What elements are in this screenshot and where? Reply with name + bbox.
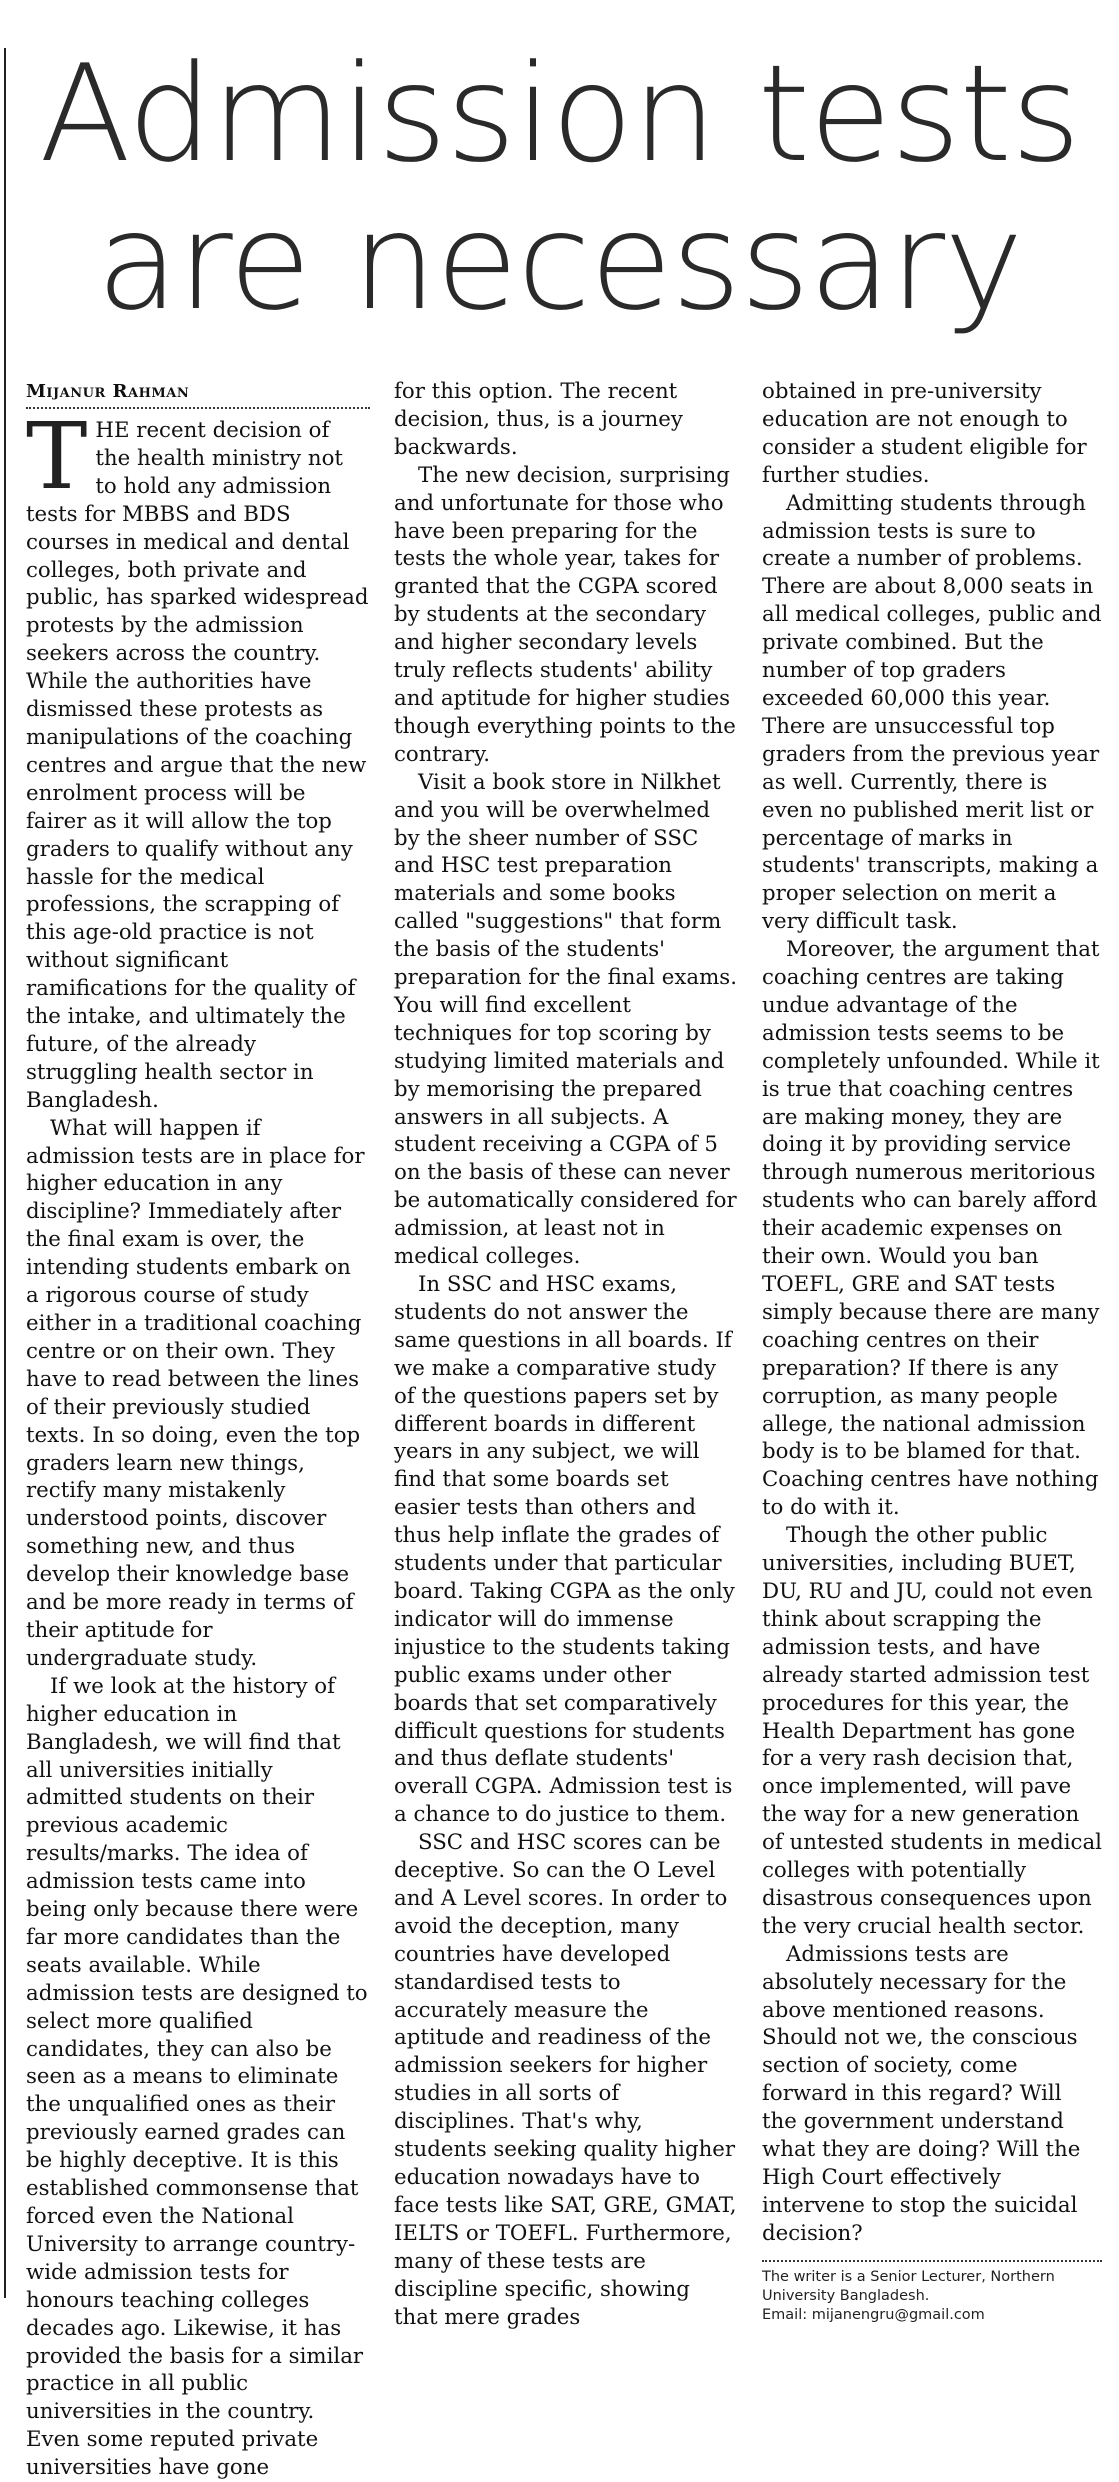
paragraph: Admitting students through admission tests is sure to create a number of problems. There are about 8,000 seats in all medical colleges, public and private combined. But the number of top graders exceeded 60,000 this year. There are unsuccessful top graders from the previous year as well. Currently, there is even no published merit list or percentage of marks in students' transcripts, making a proper selection on merit a very difficult task. xyxy=(762,490,1102,935)
paragraph: What will happen if admission tests are in place for higher education in any discipline? Immediately after the final exam is over, the intending students embark on a rigorous course of study either in a traditional coaching centre or on their own. They have to read between the lines of their previously studied texts. In so doing, even the top graders learn new things, rectify many mistakenly understood points, discover something new, and thus develop their knowledge base and be more ready in terms of their aptitude for undergraduate study. xyxy=(26,1115,365,1671)
drop-cap: T xyxy=(26,403,88,510)
article-column-1 xyxy=(26,380,370,2482)
headline-line-1: Admission tests xyxy=(39,36,1080,192)
paragraph: obtained in pre-university education are not enough to consider a student eligible for further studies. xyxy=(762,379,1087,488)
byline: Mijanur Rahman xyxy=(26,380,370,409)
lead-paragraph-text: recent decision of the health ministry not to hold any admission tests for MBBS and BDS courses in medical and dental colleges, both private and public, has sparked widespread protests by the admission seekers across the country. While the authorities have dismissed these protests as manipulations of the coaching centres and argue that the new enrolment process will be fairer as it will allow the top graders to qualify without any hassle for the medical professions, the scrapping of this age-old practice is not without significant ramifications for the quality of the intake, and ultimately the future, of the already struggling health sector in Bangladesh. xyxy=(26,418,369,1113)
lead-paragraph xyxy=(26,403,370,1115)
paragraph: The new decision, surprising and unfortunate for those who have been preparing for the tests the whole year, takes for granted that the CGPA scored by students at the secondary and higher secondary levels truly reflects students' ability and aptitude for higher studies though everything points to the contrary. xyxy=(394,462,736,767)
paragraph: Moreover, the argument that coaching centres are taking undue advantage of the admission tests seems to be completely unfounded. While it is true that coaching centres are making money, they are doing it by providing service through numerous meritorious students who can barely afford their academic expenses on their own. Would you ban TOEFL, GRE and SAT tests simply because there are many coaching centres on their preparation? If there is any corruption, as many people allege, the national admission body is to be blamed for that. Coaching centres have nothing to do with it. xyxy=(762,937,1100,1521)
paragraph: for this option. The recent decision, thus, is a journey backwards. xyxy=(394,379,683,460)
article-column-2 xyxy=(394,378,737,2331)
paragraph: In SSC and HSC exams, students do not answer the same questions in all boards. If we make a comparative study of the questions papers set by different boards in different years in any subject, we will find that some boards set easier tests than others and thus help inflate the grades of students under that particular board. Taking CGPA as the only indicator will do immense injustice to the students taking public exams under other boards that set comparatively difficult questions for students and thus deflate students' overall CGPA. Admission test is a chance to do justice to them. xyxy=(394,1272,735,1828)
paragraph: Visit a book store in Nilkhet and you will be overwhelmed by the sheer number of SSC and HSC test preparation materials and some books called "suggestions" that form the basis of the students' preparation for the final exams. You will find excellent techniques for top scoring by studying limited materials and by memorising the prepared answers in all subjects. A student receiving a CGPA of 5 on the basis of these can never be automatically considered for admission, at least not in medical colleges. xyxy=(394,769,738,1270)
author-note xyxy=(762,2260,1102,2325)
paragraph: SSC and HSC scores can be deceptive. So can the O Level and A Level scores. In order to avoid the deception, many countries have developed standardised tests to accurately measure the aptitude and readiness of the admission seekers for higher studies in all sorts of disciplines. That's why, students seeking quality higher education nowadays have to face tests like SAT, GRE, GMAT, IELTS or TOEFL. Furthermore, many of these tests are discipline specific, showing that mere grades xyxy=(394,1830,737,2330)
paragraph: Admissions tests are absolutely necessary for the above mentioned reasons. Should not we, the conscious section of society, come forward in this regard? Will the government understand what they are doing? Will the High Court effectively intervene to stop the suicidal decision? xyxy=(762,1941,1081,2246)
author-email: Email: mijanengru@gmail.com xyxy=(762,2306,985,2323)
headline-line-2: are necessary xyxy=(96,184,1023,340)
headline xyxy=(0,36,1119,340)
paragraph: If we look at the history of higher education in Bangladesh, we will find that all universities initially admitted students on their previous academic results/marks. The idea of admission tests came into being only because there were far more candidates than the seats available. While admission tests are designed to select more qualified candidates, they can also be seen as a means to eliminate the unqualified ones as their previously earned grades can be highly deceptive. It is this established commonsense that forced even the National University to arrange country-wide admission tests for honours teaching colleges decades ago. Likewise, it has provided the basis for a similar practice in all public universities in the country. Even some reputed private universities have gone xyxy=(26,1673,368,2481)
article-column-3 xyxy=(762,378,1102,2325)
left-column-rule xyxy=(4,48,6,2298)
paragraph: Though the other public universities, including BUET, DU, RU and JU, could not even think about scrapping the admission tests, and have already started admission test procedures for this year, the Health Department has gone for a very rash decision that, once implemented, will pave the way for a new generation of untested students in medical colleges with potentially disastrous consequences upon the very crucial health sector. xyxy=(762,1523,1102,1939)
author-affiliation: The writer is a Senior Lecturer, Northern University Bangladesh. xyxy=(762,2268,1055,2304)
lead-caps: HE xyxy=(95,418,130,443)
